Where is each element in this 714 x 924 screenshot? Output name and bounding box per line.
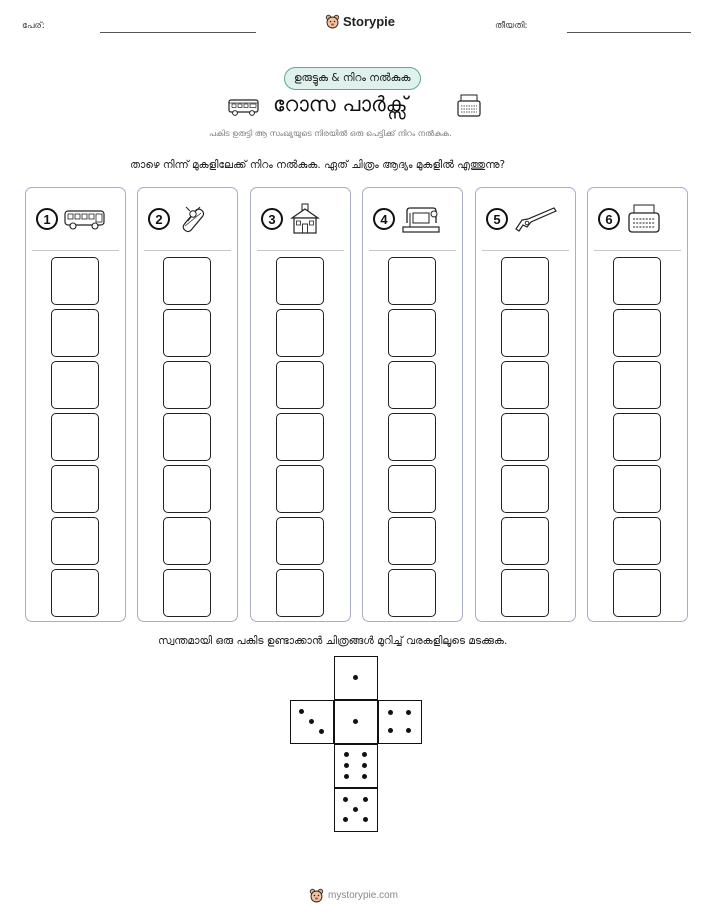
color-box[interactable] [51,517,99,565]
color-box[interactable] [388,413,436,461]
dice-instruction: സ്വന്തമായി ഒരു പകിട ഉണ്ടാക്കാൻ ചിത്രങ്ങൾ മുറിച്ച് വരകളിലൂടെ മടക്കുക. [158,635,508,647]
sewing-machine-icon [401,203,441,235]
brand-name: Storypie [343,14,396,29]
date-line[interactable] [567,32,691,33]
column-number: 3 [261,208,283,230]
column-number: 1 [36,208,58,230]
column-3 [250,187,351,622]
color-box[interactable] [613,361,661,409]
color-box[interactable] [276,569,324,617]
color-box[interactable] [51,569,99,617]
color-box[interactable] [388,309,436,357]
typewriter-icon [626,203,662,235]
name-label: പേര്: [22,21,45,31]
color-box[interactable] [163,465,211,513]
divider [369,250,456,251]
dice-face-bottom[interactable] [334,788,378,832]
typewriter-icon [456,93,482,119]
color-box[interactable] [613,413,661,461]
color-box[interactable] [613,309,661,357]
bus-icon [228,97,260,117]
storypie-bear-icon [309,888,324,903]
color-box[interactable] [163,309,211,357]
dice-face-center[interactable] [334,700,378,744]
column-number: 5 [486,208,508,230]
dice-face-left[interactable] [290,700,334,744]
color-box[interactable] [276,517,324,565]
column-6 [587,187,688,622]
divider [594,250,681,251]
dice-face-lower[interactable] [334,744,378,788]
column-number: 4 [373,208,395,230]
dice-face-right[interactable] [378,700,422,744]
column-4 [362,187,463,622]
color-box[interactable] [501,413,549,461]
color-box[interactable] [51,257,99,305]
color-box[interactable] [613,465,661,513]
color-box[interactable] [388,361,436,409]
color-box[interactable] [501,465,549,513]
question-text: താഴെ നിന്ന് മുകളിലേക്ക് നിറം നൽകുക. ഏത് ചിത്രം ആദ്യം മുകളിൽ എത്തുന്നു? [130,159,506,171]
column-number: 6 [598,208,620,230]
page-title: റോസ പാർക്സ് [273,92,408,116]
column-5 [475,187,576,622]
color-box[interactable] [388,257,436,305]
color-box[interactable] [613,569,661,617]
diploma-icon [176,202,210,236]
color-box[interactable] [276,257,324,305]
column-1 [25,187,126,622]
color-box[interactable] [388,569,436,617]
column-number: 2 [148,208,170,230]
color-box[interactable] [276,309,324,357]
color-box[interactable] [276,413,324,461]
storypie-bear-icon [325,14,340,29]
color-box[interactable] [163,517,211,565]
color-box[interactable] [163,569,211,617]
color-box[interactable] [276,465,324,513]
color-box[interactable] [613,517,661,565]
color-box[interactable] [501,361,549,409]
brand-logo [325,14,395,29]
color-box[interactable] [163,257,211,305]
color-box[interactable] [163,361,211,409]
color-box[interactable] [388,517,436,565]
divider [144,250,231,251]
color-box[interactable] [51,465,99,513]
date-label: തീയതി: [495,21,528,31]
footer-url[interactable]: mystorypie.com [328,890,399,901]
divider [482,250,569,251]
bus-icon [64,207,106,231]
color-box[interactable] [163,413,211,461]
color-box[interactable] [51,413,99,461]
activity-badge: ഉരുട്ടുക & നിറം നൽകുക [284,67,421,90]
color-box[interactable] [613,257,661,305]
name-line[interactable] [100,32,256,33]
dice-face-top[interactable] [334,656,378,700]
schoolhouse-icon [289,202,321,236]
color-box[interactable] [501,517,549,565]
color-box[interactable] [501,257,549,305]
color-box[interactable] [276,361,324,409]
footer [309,888,398,903]
column-2 [137,187,238,622]
rifle-icon [514,205,558,233]
subtitle: പകിട ഉരുട്ടി ആ സംഖ്യയുടെ നിരയിൽ ഒരു പെട്ടിക്ക് നിറം നൽകുക. [209,129,452,138]
color-box[interactable] [51,361,99,409]
color-box[interactable] [501,309,549,357]
color-box[interactable] [51,309,99,357]
color-box[interactable] [501,569,549,617]
color-box[interactable] [388,465,436,513]
divider [257,250,344,251]
divider [32,250,119,251]
